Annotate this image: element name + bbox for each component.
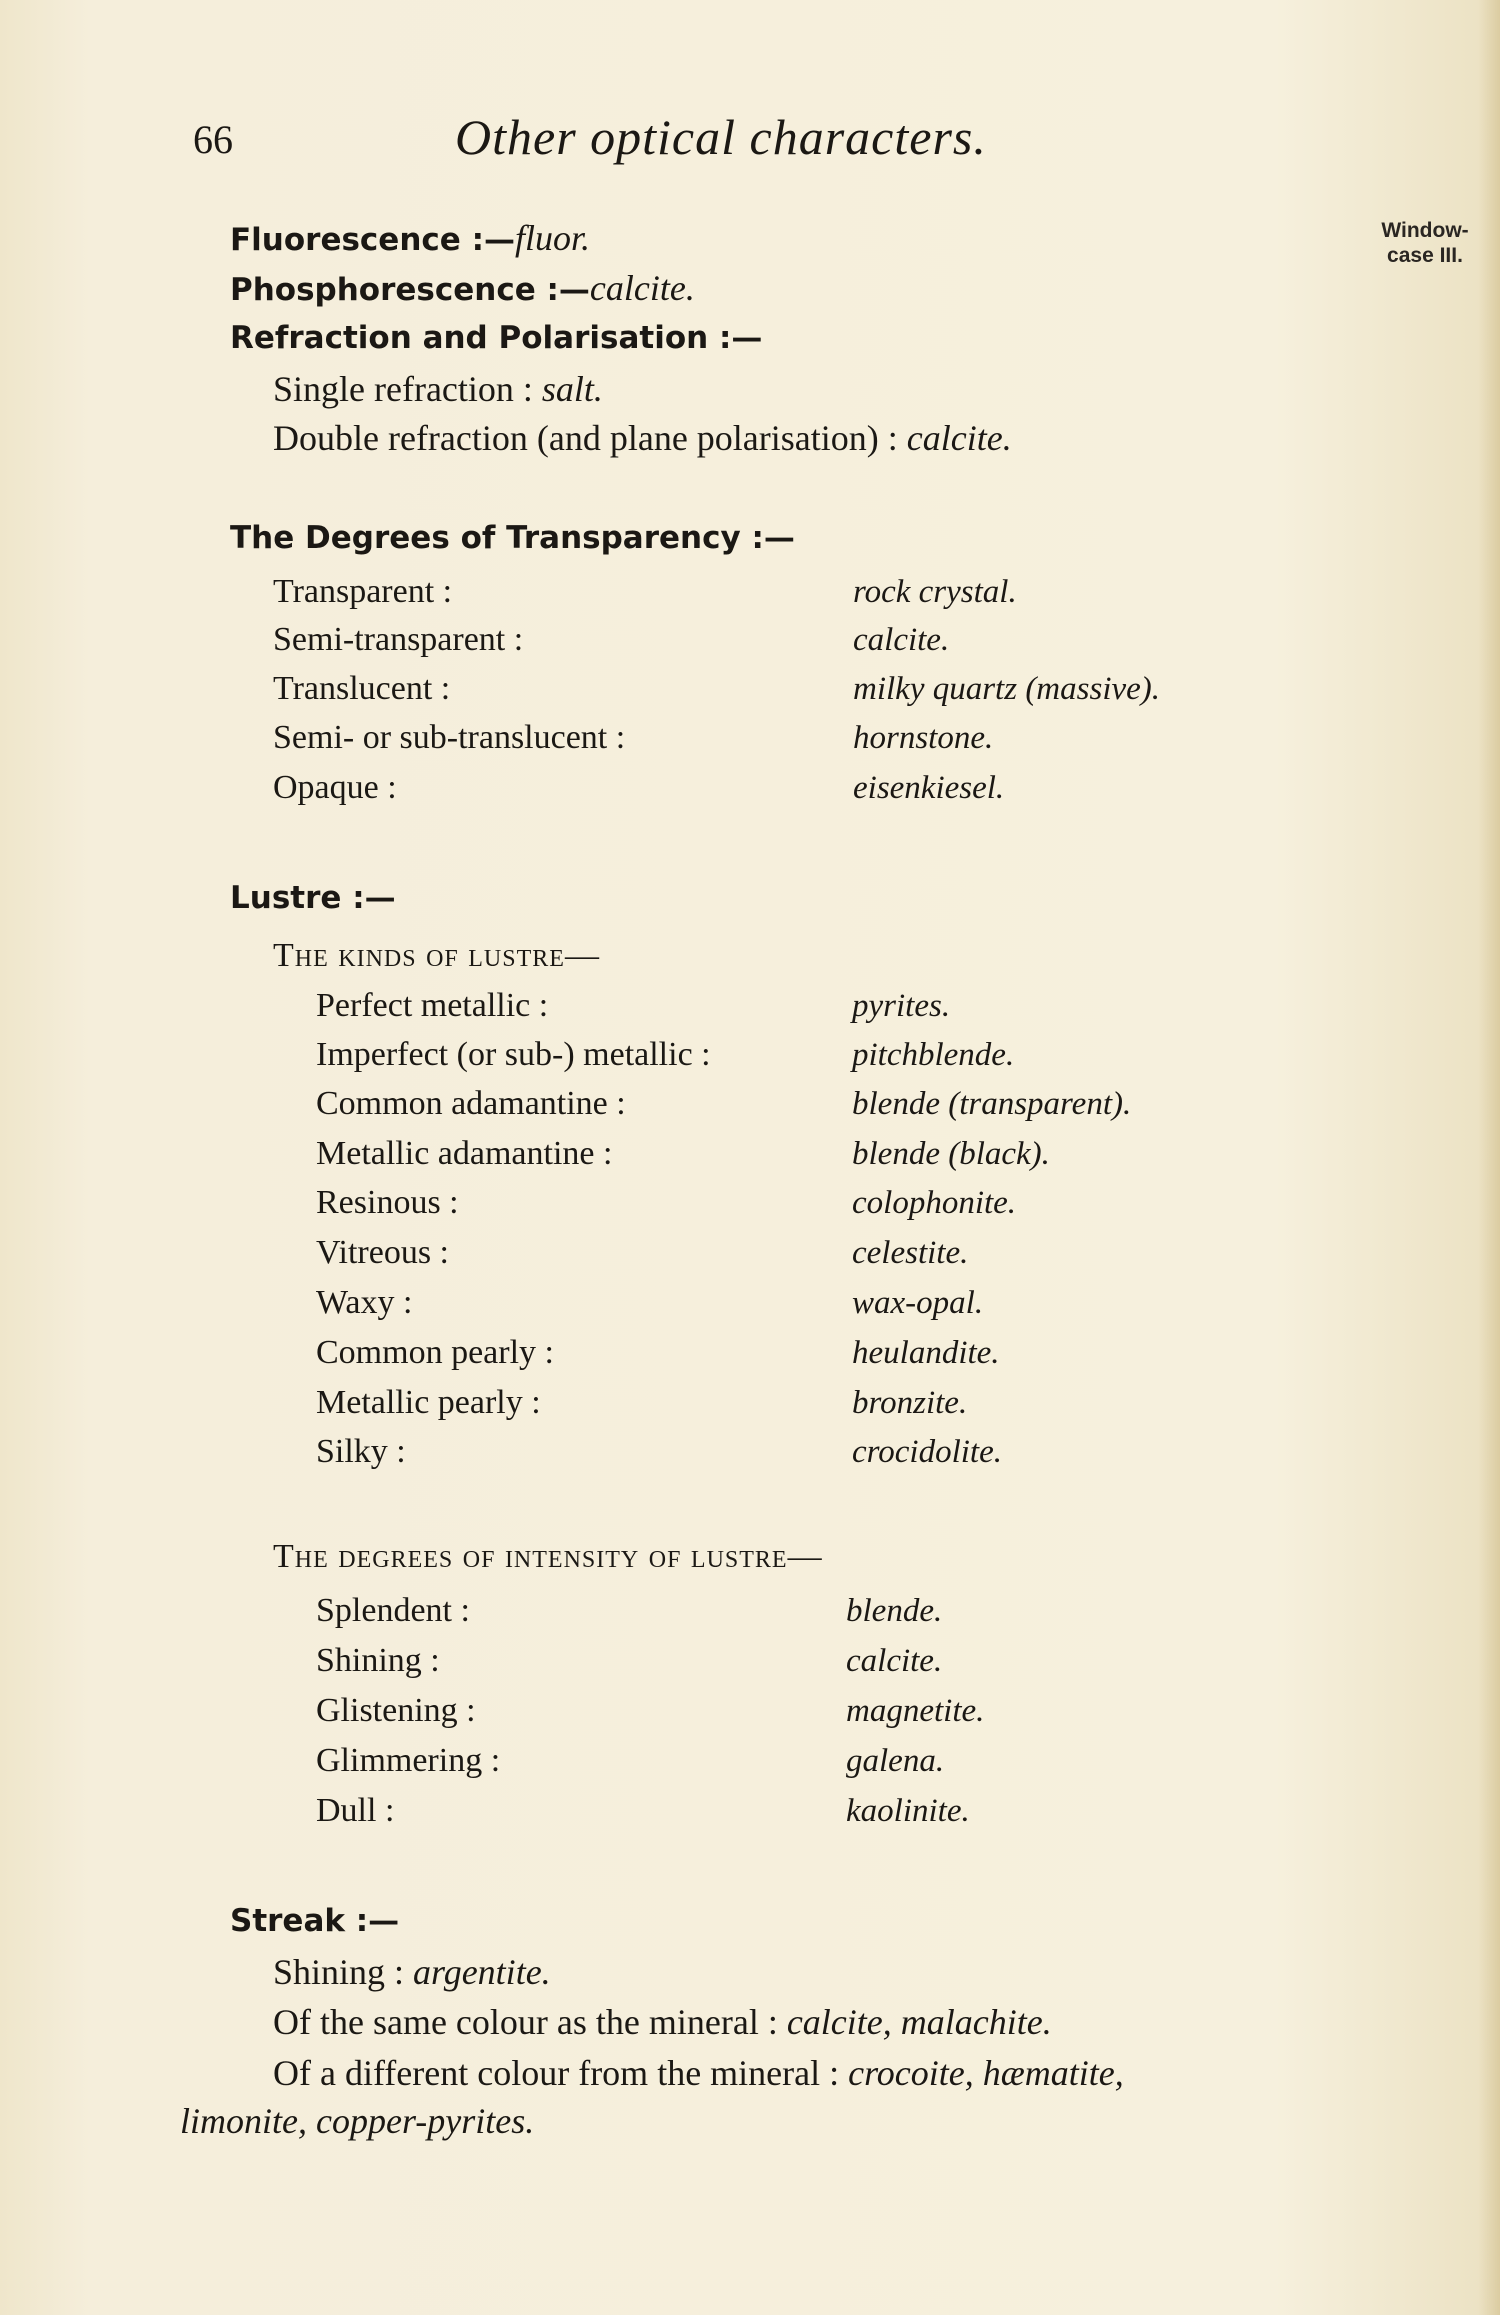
phosphorescence-line <box>230 266 695 312</box>
page-edge-shadow <box>1478 0 1500 2315</box>
transparency-example: milky quartz (massive). <box>853 671 1161 707</box>
streak-heading: Streak :— <box>230 1903 400 1939</box>
lustre-kind-example: heulandite. <box>852 1335 1000 1371</box>
intensity-term: Dull : <box>316 1792 395 1829</box>
lustre-kind-term: Perfect metallic : <box>316 987 549 1024</box>
double-refraction-example: calcite. <box>906 418 1012 458</box>
streak-different-colour-continuation: limonite, copper-pyrites. <box>180 2101 535 2141</box>
lustre-kind-example: crocidolite. <box>852 1434 1002 1470</box>
lustre-kind-term: Metallic adamantine : <box>316 1135 613 1172</box>
lustre-kind-example: wax-opal. <box>852 1285 984 1321</box>
streak-shining-line <box>273 1950 551 1994</box>
double-refraction-label: Double refraction (and plane polarisation) : <box>273 418 907 458</box>
fluorescence-line <box>230 216 590 262</box>
page-number: 66 <box>193 117 233 162</box>
lustre-kind-example: celestite. <box>852 1235 969 1271</box>
transparency-example: calcite. <box>853 622 950 658</box>
refraction-heading: Refraction and Polarisation :— <box>230 320 763 356</box>
page-header <box>0 108 1500 168</box>
lustre-kind-term: Common pearly : <box>316 1334 554 1371</box>
intensity-term: Glimmering : <box>316 1742 501 1779</box>
lustre-kind-term: Silky : <box>316 1433 406 1470</box>
fluorescence-example: fluor. <box>515 218 591 258</box>
fluorescence-label: Fluorescence :— <box>230 222 515 258</box>
transparency-example: rock crystal. <box>853 574 1017 610</box>
transparency-example: hornstone. <box>853 720 994 756</box>
lustre-intensity-heading: The degrees of intensity of lustre— <box>273 1538 823 1575</box>
streak-different-colour-label: Of a different colour from the mineral : <box>273 2053 849 2093</box>
intensity-example: magnetite. <box>846 1693 985 1729</box>
intensity-term: Glistening : <box>316 1692 476 1729</box>
transparency-term: Semi- or sub-translucent : <box>273 719 626 756</box>
transparency-heading: The Degrees of Transparency :— <box>230 520 795 556</box>
lustre-kind-term: Imperfect (or sub-) metallic : <box>316 1036 711 1073</box>
single-refraction-example: salt. <box>541 369 603 409</box>
margin-note-line-2: case III. <box>1387 244 1463 267</box>
streak-different-colour-example: crocoite, hæmatite, <box>848 2053 1124 2093</box>
intensity-example: kaolinite. <box>846 1793 970 1829</box>
lustre-kind-example: blende (black). <box>852 1136 1050 1172</box>
lustre-kind-term: Waxy : <box>316 1284 413 1321</box>
double-refraction-line <box>273 416 1012 460</box>
transparency-term: Semi-transparent : <box>273 621 524 658</box>
streak-shining-label: Shining : <box>273 1952 414 1992</box>
transparency-term: Opaque : <box>273 769 397 806</box>
streak-different-colour-line <box>273 2051 1124 2095</box>
transparency-example: eisenkiesel. <box>853 770 1005 806</box>
transparency-term: Translucent : <box>273 670 451 707</box>
intensity-example: galena. <box>846 1743 945 1779</box>
lustre-kind-example: pyrites. <box>852 988 951 1024</box>
intensity-example: blende. <box>846 1593 943 1629</box>
running-title: Other optical characters. <box>455 109 987 165</box>
lustre-kind-example: colophonite. <box>852 1185 1017 1221</box>
lustre-kind-term: Metallic pearly : <box>316 1384 541 1421</box>
lustre-kind-example: bronzite. <box>852 1385 968 1421</box>
margin-note <box>1365 218 1485 268</box>
single-refraction-line <box>273 367 603 411</box>
intensity-example: calcite. <box>846 1643 943 1679</box>
phosphorescence-example: calcite. <box>589 268 695 308</box>
lustre-kind-example: pitchblende. <box>852 1037 1015 1073</box>
lustre-kind-term: Common adamantine : <box>316 1085 626 1122</box>
phosphorescence-label: Phosphorescence :— <box>230 272 590 308</box>
lustre-kind-term: Resinous : <box>316 1184 459 1221</box>
intensity-term: Shining : <box>316 1642 440 1679</box>
streak-same-colour-line <box>273 2000 1052 2044</box>
lustre-heading: Lustre :— <box>230 880 396 916</box>
transparency-term: Transparent : <box>273 573 453 610</box>
streak-same-colour-example: calcite, malachite. <box>786 2002 1052 2042</box>
margin-note-line-1: Window- <box>1381 219 1469 242</box>
lustre-kind-term: Vitreous : <box>316 1234 449 1271</box>
lustre-kinds-heading: The kinds of lustre— <box>273 937 600 974</box>
intensity-term: Splendent : <box>316 1592 470 1629</box>
lustre-kind-example: blende (transparent). <box>852 1086 1132 1122</box>
streak-shining-example: argentite. <box>413 1952 551 1992</box>
single-refraction-label: Single refraction : <box>273 369 542 409</box>
streak-same-colour-label: Of the same colour as the mineral : <box>273 2002 787 2042</box>
